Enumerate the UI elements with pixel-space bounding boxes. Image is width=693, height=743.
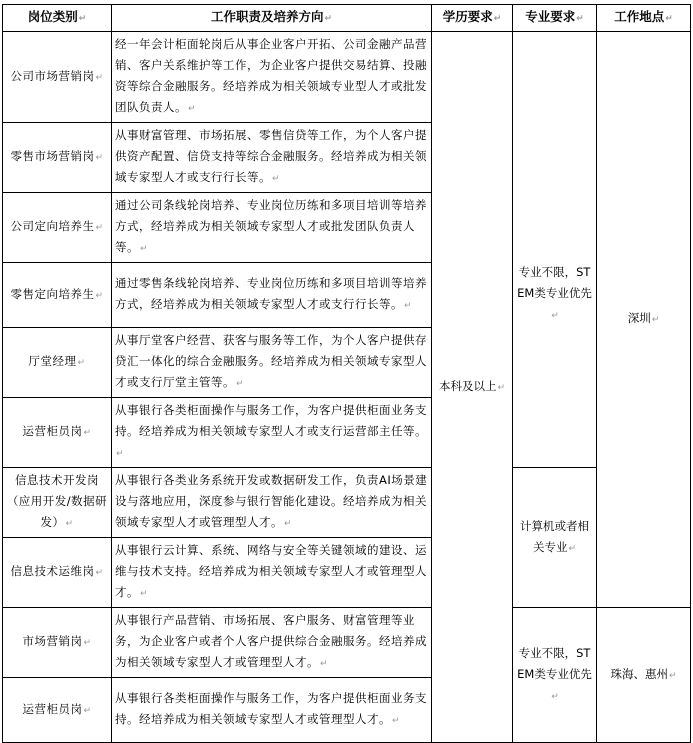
position-duties: 从事银行各类柜面操作与服务工作，为客户提供柜面业务支持。经培养成为相关领域专家型人才或支行运营部主任等。↵ — [112, 398, 432, 468]
position-category: 零售市场营销岗↵ — [3, 123, 112, 193]
header-duties: 工作职责及培养方向↵ — [112, 5, 432, 32]
position-duties: 从事财富管理、市场拓展、零售信贷等工作，为个人客户提供资产配置、信贷支持等综合金融服务。经培养成为相关领域专家型人才或支行行长等。↵ — [112, 123, 432, 193]
position-duties: 从事银行各类柜面操作与服务工作，为客户提供柜面业务支持。经培养成为相关领域专家型人才或管理型人才。↵ — [112, 678, 432, 743]
position-duties: 通过零售条线轮岗培养、专业岗位历练和多项目培训等培养方式，经培养成为相关领域专家型人才或支行行长等。↵ — [112, 263, 432, 328]
job-table — [2, 4, 691, 743]
position-category: 信息技术运维岗↵ — [3, 538, 112, 608]
table-row — [3, 608, 691, 678]
position-duties: 从事银行各类业务系统开发或数据研发工作，负责AI场景建设与落地应用，深度参与银行智能化建设。经培养成为相关领域专家型人才或管理型人才。↵ — [112, 468, 432, 538]
position-category: 零售定向培养生↵ — [3, 263, 112, 328]
header-location: 工作地点↵ — [597, 5, 691, 32]
major-requirement — [513, 32, 597, 123]
table-row — [3, 32, 691, 123]
header-major: 专业要求↵ — [513, 5, 597, 32]
position-duties: 从事银行产品营销、市场拓展、客户服务、财富管理等业务，为企业客户或者个人客户提供综合金融服务。经培养成为相关领域专家型人才或管理型人才。↵ — [112, 608, 432, 678]
header-education: 学历要求↵ — [432, 5, 513, 32]
position-duties: 从事银行云计算、系统、网络与安全等关键领域的建设、运维与技术支持。经培养成为相关领域专家型人才或管理型人才。↵ — [112, 538, 432, 608]
table-row — [3, 468, 691, 538]
position-category: 公司定向培养生↵ — [3, 193, 112, 263]
position-category: 市场营销岗↵ — [3, 608, 112, 678]
major-requirement: 计算机或者相关专业↵ — [513, 468, 597, 608]
header-category: 岗位类别↵ — [3, 5, 112, 32]
table-row — [3, 123, 691, 193]
work-location: 珠海、惠州↵ — [597, 608, 691, 743]
position-category: 运营柜员岗↵ — [3, 398, 112, 468]
position-duties: 从事厅堂客户经营、获客与服务等工作，为个人客户提供存贷汇一体化的综合金融服务。经培养成为相关领域专家型人才或支行厅堂主管等。↵ — [112, 328, 432, 398]
major-requirement: 专业不限，STEM类专业优先↵ — [513, 123, 597, 468]
header-row — [3, 5, 691, 32]
major-requirement: 专业不限，STEM类专业优先↵ — [513, 608, 597, 743]
position-category: 公司市场营销岗↵ — [3, 32, 112, 123]
position-category: 运营柜员岗↵ — [3, 678, 112, 743]
work-location: 深圳↵ — [597, 32, 691, 608]
position-duties: 通过公司条线轮岗培养、专业岗位历练和多项目培训等培养方式，经培养成为相关领域专家型人才或批发团队负责人等。↵ — [112, 193, 432, 263]
education-requirement: 本科及以上↵ — [432, 32, 513, 743]
position-category: 厅堂经理↵ — [3, 328, 112, 398]
position-duties: 经一年会计柜面轮岗后从事企业客户开拓、公司金融产品营销、客户关系维护等工作，为企业客户提供交易结算、投融资等综合金融服务。经培养成为相关领域专业型人才或批发团队负责人。↵ — [112, 32, 432, 123]
position-category: 信息技术开发岗（应用开发/数据研发）↵ — [3, 468, 112, 538]
